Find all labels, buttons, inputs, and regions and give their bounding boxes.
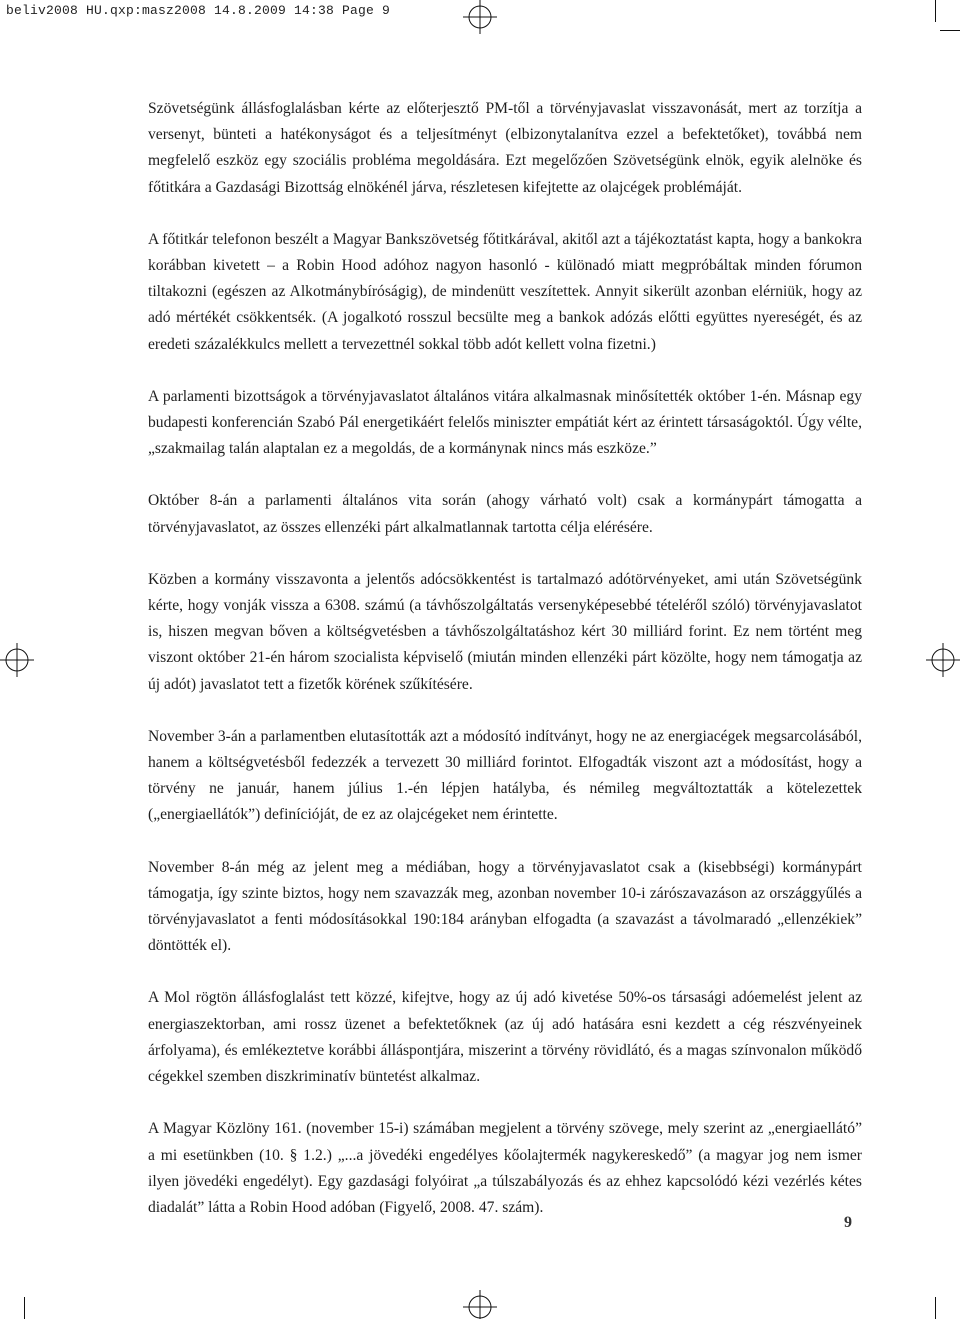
crop-mark-top-right-h <box>940 30 960 31</box>
crop-mark-bottom-right <box>935 1297 936 1319</box>
crop-mark-top-right <box>935 0 936 22</box>
registration-mark-right-icon <box>926 643 960 677</box>
body-text <box>148 96 862 1247</box>
page-number: 9 <box>844 1214 852 1231</box>
slug-line: beliv2008 HU.qxp:masz2008 14.8.2009 14:38 Page 9 <box>6 3 391 18</box>
paragraph: Közben a kormány visszavonta a jelentős adócsökkentést is tartalmazó adótörvényeket, ami után Szövetségünk kérte, hogy vonják vissza a 6308. számú (a távhőszolgáltatás versenyképesebbé tételéről szóló) törvényjavaslatot is, hiszen megvan bőven a költségvetésben a távhőszolgáltatáshoz kért 30 milliárd forint. Ez nem történt meg viszont október 21-én három szocialista képviselő (miután minden ellenzéki párt közölte, hogy nem támogatja az új adót) javaslatot tett a fizetők körének szűkítésére. <box>148 570 862 693</box>
registration-mark-bottom-icon <box>463 1290 497 1319</box>
paragraph: A főtitkár telefonon beszélt a Magyar Bankszövetség főtitkárával, akitől azt a tájékoztatást kapta, hogy a bankokra korábban kivetett – a Robin Hood adóhoz nagyon hasonló - különadó miatt megpróbáltak minden fórumon tiltakozni (egészen az Alkotmánybíróságig), de mindenütt veszítettek. Annyit sikerült azonban elérniük, hogy az adó mértékét csökkentsék. (A jogalkotó rosszul becsülte meg a bankok adózás előtti együttes nyereségét, és az eredeti százalékkulcs mellett a tervezettnél sokkal több adót kellett volna fizetni.) <box>148 230 863 353</box>
paragraph: A parlamenti bizottságok a törvényjavaslatot általános vitára alkalmasnak minősítették október 1-én. Másnap egy budapesti konferencián Szabó Pál energetikáért felelős miniszter empátiát kért az érintett társaságoktól. Úgy vélte, „szakmailag talán alaptalan ez a megoldás, de a kormánynak nincs más eszköze.” <box>148 387 862 458</box>
paragraph: Szövetségünk állásfoglalásban kérte az előterjesztő PM-től a törvényjavaslat visszavonását, mert az torzítja a versenyt, bünteti a hatékonyságot és a teljesítményt (elbizonytalanítva ezzel a befektetőket), továbbá nem megfelelő eszköz egy szociális probléma megoldására. Ezt megelőzően Szövetségünk elnök, egyik alelnöke és főtitkára a Gazdasági Bizottság elnökénél járva, részletesen kifejtette az olajcégek problémáját. <box>148 100 862 196</box>
paragraph: A Magyar Közlöny 161. (november 15-i) számában megjelent a törvény szövege, mely szerint az „energiaellátó” a mi esetünkben (10. § 1.2.) „...a jövedéki engedélyes kőolajtermék nagykereskedő” (a magyar jog nem ismer ilyen jövedéki engedélyt). Egy gazdasági folyóirat „a túlszabályozás és az ehhez kapcsolódó kézi vezérlés kétes diadalát” látta a Robin Hood adóban (Figyelő, 2008. 47. szám). <box>148 1120 862 1216</box>
crop-mark-bottom-left <box>24 1297 25 1319</box>
paragraph: A Mol rögtön állásfoglalást tett közzé, kifejtve, hogy az új adó kivetése 50%-os társasági adóemelést jelent az energiaszektorban, ami rossz üzenet a befektetőknek (az új adó hatására esni kezdett a cég részvényeinek árfolyama), és emlékeztetve korábbi álláspontjára, miszerint a törvény rövidlátó, és a magas színvonalon működő cégekkel szemben diszkriminatív büntetést alkalmaz. <box>148 989 862 1086</box>
registration-mark-top-icon <box>463 0 497 34</box>
paragraph: November 3-án a parlamentben elutasították azt a módosító indítványt, hogy ne az energiacégek megsarcolásából, hanem a költségvetésből fedezzék a tervezett 30 milliárd forintot. Elfogadták viszont azt a módosítást, hogy a törvény ne január, hanem július 1.-én lépjen hatályba, és némileg megváltoztatták a kötelezettek („energiaellátók”) definícióját, de ez az olajcégeket nem érintette. <box>148 727 862 824</box>
registration-mark-left-icon <box>0 643 34 677</box>
paragraph: Október 8-án a parlamenti általános vita során (ahogy várható volt) csak a kormánypárt támogatta a törvényjavaslatot, az összes ellenzéki párt alkalmatlannak tartotta célja elérésére. <box>148 492 862 536</box>
paragraph: November 8-án még az jelent meg a médiában, hogy a törvényjavaslatot csak a (kisebbségi) kormánypárt támogatja, így szinte biztos, hogy nem szavazzák meg, azonban november 10-i zárószavazáson az országgyűlés a törvényjavaslatot a fenti módosításokkal 190:184 arányban elfogadta (a szavazást a távolmaradó „ellenzékiek” döntötték el). <box>148 858 862 955</box>
